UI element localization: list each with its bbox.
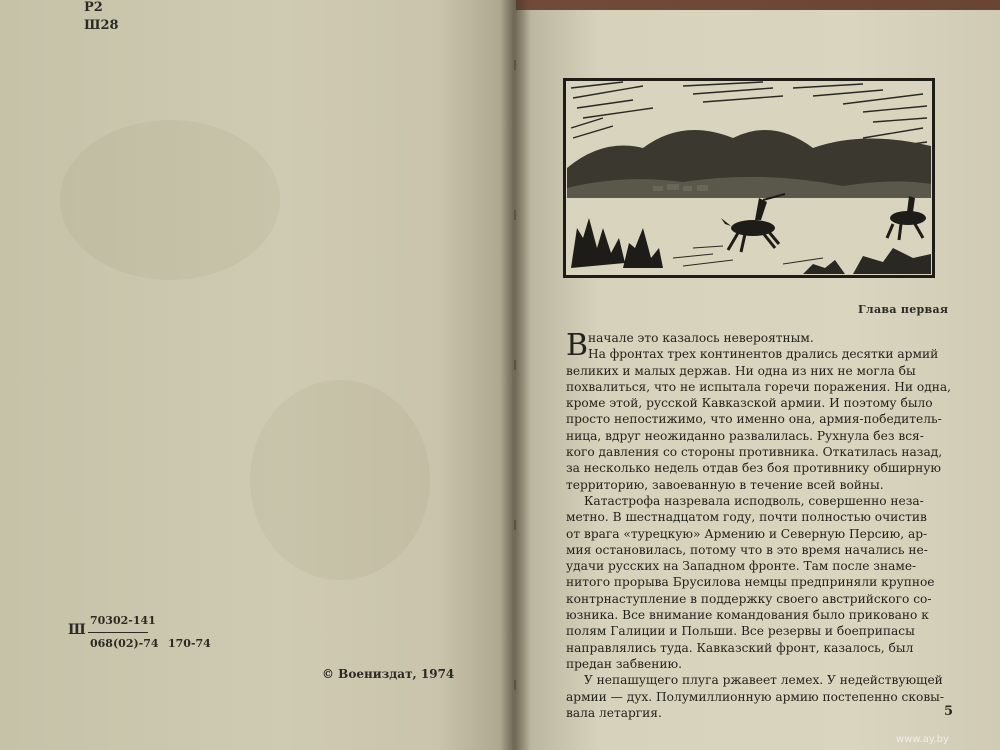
text-line: мия остановилась, потому что в это время начались не- [566, 542, 928, 557]
chapter-heading: Глава первая [858, 303, 949, 316]
text-line: за несколько недель отдав без боя противнику обширную [566, 461, 942, 476]
text-line: метно. В шестнадцатом году, почти полностью очистив [566, 510, 927, 525]
binding-stitch [514, 60, 516, 70]
text-line: контрнаступление в поддержку своего австрийского со- [566, 591, 932, 606]
text-line: ница, вдруг неожиданно развалилась. Рухнула без вся- [566, 428, 924, 443]
drop-cap: В [566, 328, 589, 363]
site-watermark: www.ay.by [896, 734, 949, 745]
body-text [566, 330, 956, 721]
paper-stain [250, 380, 430, 580]
text-line: юзника. Все внимание командования было приковано к [566, 608, 929, 623]
text-line: нитого прорыва Брусилова немцы предприняли крупное [566, 575, 935, 590]
text-line: направлялись туда. Кавказский фронт, казалось, был [566, 640, 914, 655]
text-line: от врага «турецкую» Армению и Северную Персию, ар- [566, 526, 928, 541]
text-line: территорию, завоеванную в течение всей войны. [566, 477, 884, 492]
text-line: похвалиться, что не испытала горечи поражения. Ни одна, [566, 379, 952, 394]
text-line: кроме этой, русской Кавказской армии. И поэтому было [566, 396, 933, 411]
catalog-prefix: Ш [68, 622, 86, 638]
text-line: полям Галиции и Польши. Все резервы и боеприпасы [566, 624, 915, 639]
catalog-denominator: 068(02)-74 [90, 637, 159, 650]
chapter-illustration [563, 78, 935, 278]
udc-code: Р2 [84, 0, 103, 15]
catalog-fraction-line [88, 632, 148, 633]
catalog-suffix: 170-74 [168, 637, 211, 650]
text-line: У непашущего плуга ржавеет лемех. У недействующей [584, 673, 943, 688]
text-line: великих и малых держав. Ни одна из них не могла бы [566, 363, 916, 378]
text-line: Катастрофа назревала исподволь, совершенно неза- [584, 493, 924, 508]
text-line: начале это казалось невероятным. [588, 331, 814, 345]
paper-stain [60, 120, 280, 280]
text-line: На фронтах трех континентов дрались десятки армий [588, 347, 939, 362]
binding-stitch [514, 360, 516, 370]
text-line: армии — дух. Полумиллионную армию постепенно сковы- [566, 689, 945, 704]
text-line: предан забвению. [566, 656, 682, 671]
text-line: просто непостижимо, что именно она, армия-победитель- [566, 412, 942, 427]
text-line: вала летаргия. [566, 705, 662, 720]
text-line: удачи русских на Западном фронте. Там после знаме- [566, 559, 917, 574]
binding-stitch [514, 680, 516, 690]
author-index: Ш28 [84, 18, 119, 33]
binding-stitch [514, 520, 516, 530]
binding-stitch [514, 210, 516, 220]
page-number: 5 [944, 704, 954, 719]
copyright-line: © Воениздат, 1974 [322, 667, 455, 681]
catalog-numerator: 70302-141 [90, 614, 156, 627]
text-line: кого давления со стороны противника. Откатилась назад, [566, 445, 943, 460]
book-gutter [500, 0, 530, 750]
